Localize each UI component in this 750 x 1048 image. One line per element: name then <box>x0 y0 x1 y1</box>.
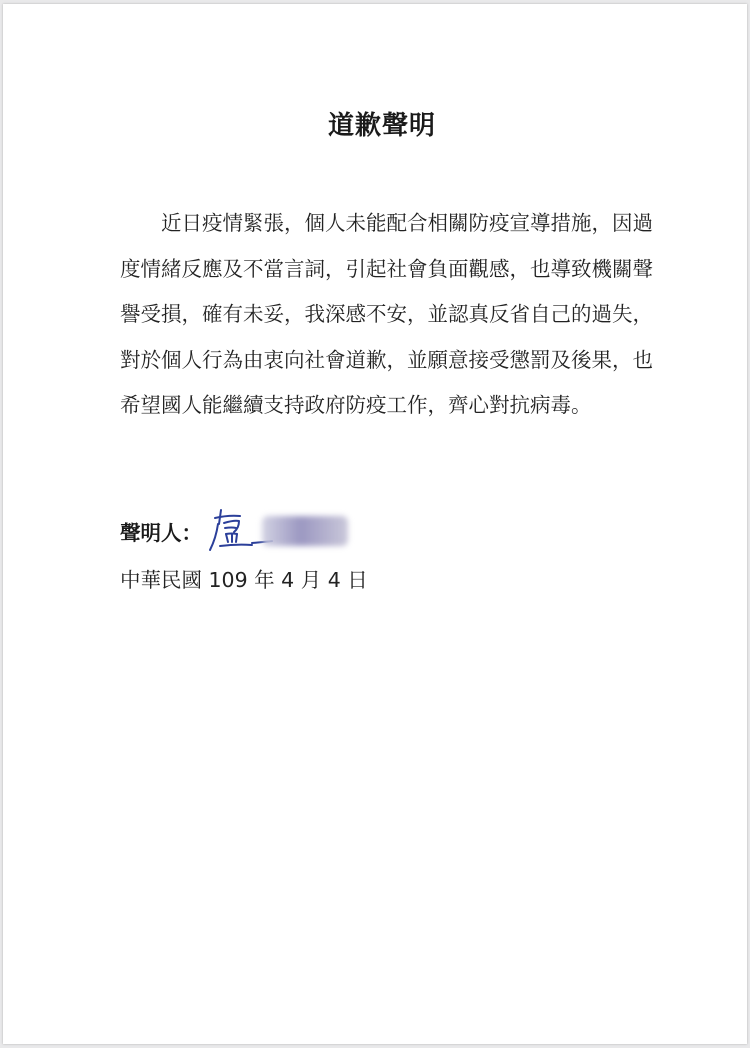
paragraph-line: 度情緒反應及不當言詞，引起社會負面觀感，也導致機關聲 <box>120 256 653 281</box>
redacted-name <box>262 516 348 546</box>
paragraph-line: 希望國人能繼續支持政府防疫工作，齊心對抗病毒。 <box>120 393 592 417</box>
statement-date: 中華民國 109 年 4 月 4 日 <box>120 568 368 592</box>
paragraph-line: 近日疫情緊張，個人未能配合相關防疫宣導措施，因過 <box>161 211 653 235</box>
document-page <box>3 4 747 1044</box>
signer-block <box>120 511 348 551</box>
signer-label: 聲明人： <box>120 521 202 545</box>
statement-paragraph <box>120 201 660 429</box>
paragraph-line: 譽受損，確有未妥，我深感不安，並認真反省自己的過失， <box>120 302 653 326</box>
document-title: 道歉聲明 <box>327 111 436 141</box>
paragraph-line: 對於個人行為由衷向社會道歉，並願意接受懲罰及後果，也 <box>120 347 653 372</box>
